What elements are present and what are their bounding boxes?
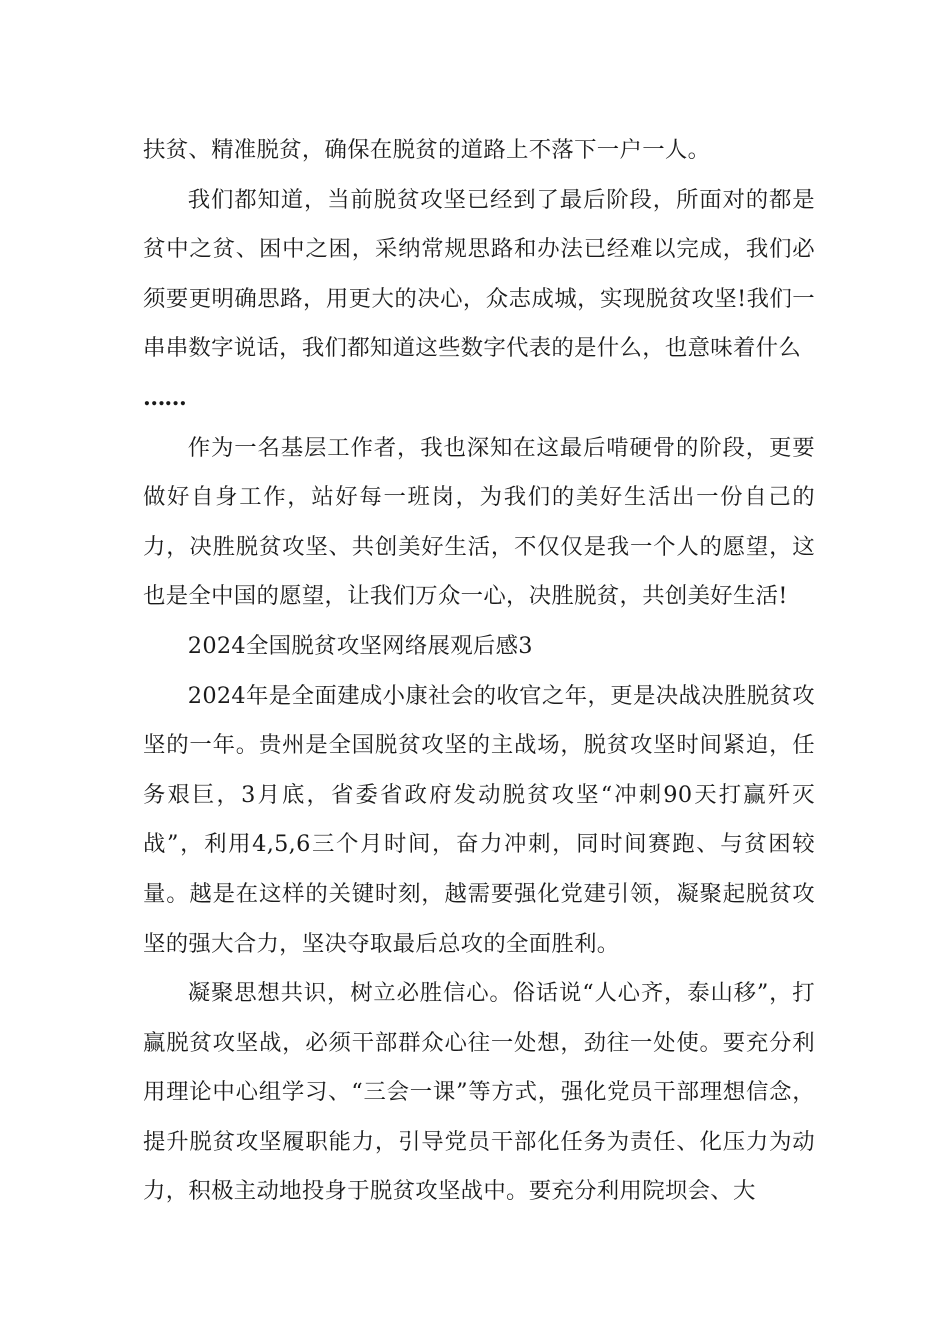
ellipsis-mark: …… <box>143 384 186 411</box>
paragraph-grassroots-worker: 作为一名基层工作者，我也深知在这最后啃硬骨的阶段，更要做好自身工作，站好每一班岗，为我们的美好生活出一份自己的力，决胜脱贫攻坚、共创美好生活，不仅仅是我一个人的愿望，这也是全中国的愿望，让我们万众一心，决胜脱贫，共创美好生活! <box>143 434 815 610</box>
paragraph-guizhou: 2024年是全面建成小康社会的收官之年，更是决战决胜脱贫攻坚的一年。贵州是全国脱贫攻坚的主战场，脱贫攻坚时间紧迫，任务艰巨，3月底，省委省政府发动脱贫攻坚“冲刺90天打赢歼灭战”，利用4,5,6三个月时间，奋力冲刺，同时间赛跑、与贫困较量。越是在这样的关键时刻，越需要强化党建引领，凝聚起脱贫攻坚的强大合力，坚决夺取最后总攻的全面胜利。 <box>143 682 815 957</box>
paragraph-final-stage <box>143 176 815 424</box>
document-body <box>143 126 815 1217</box>
paragraph-final-stage-text: 我们都知道，当前脱贫攻坚已经到了最后阶段，所面对的都是贫中之贫、困中之困，采纳常规思路和办法已经难以完成，我们必须要更明确思路，用更大的决心，众志成城，实现脱贫攻坚!我们一串串数字说话，我们都知道这些数字代表的是什么，也意味着什么 <box>143 186 815 362</box>
paragraph-continuation: 扶贫、精准脱贫，确保在脱贫的道路上不落下一户一人。 <box>143 137 711 163</box>
paragraph-consensus: 凝聚思想共识，树立必胜信心。俗话说“人心齐，泰山移”，打赢脱贫攻坚战，必须干部群众心往一处想，劲往一处使。要充分利用理论中心组学习、“三会一课”等方式，强化党员干部理想信念，提升脱贫攻坚履职能力，引导党员干部化任务为责任、化压力为动力，积极主动地投身于脱贫攻坚战中。要充分利用院坝会、大 <box>143 980 815 1205</box>
section-heading: 2024全国脱贫攻坚网络展观后感3 <box>187 632 533 659</box>
